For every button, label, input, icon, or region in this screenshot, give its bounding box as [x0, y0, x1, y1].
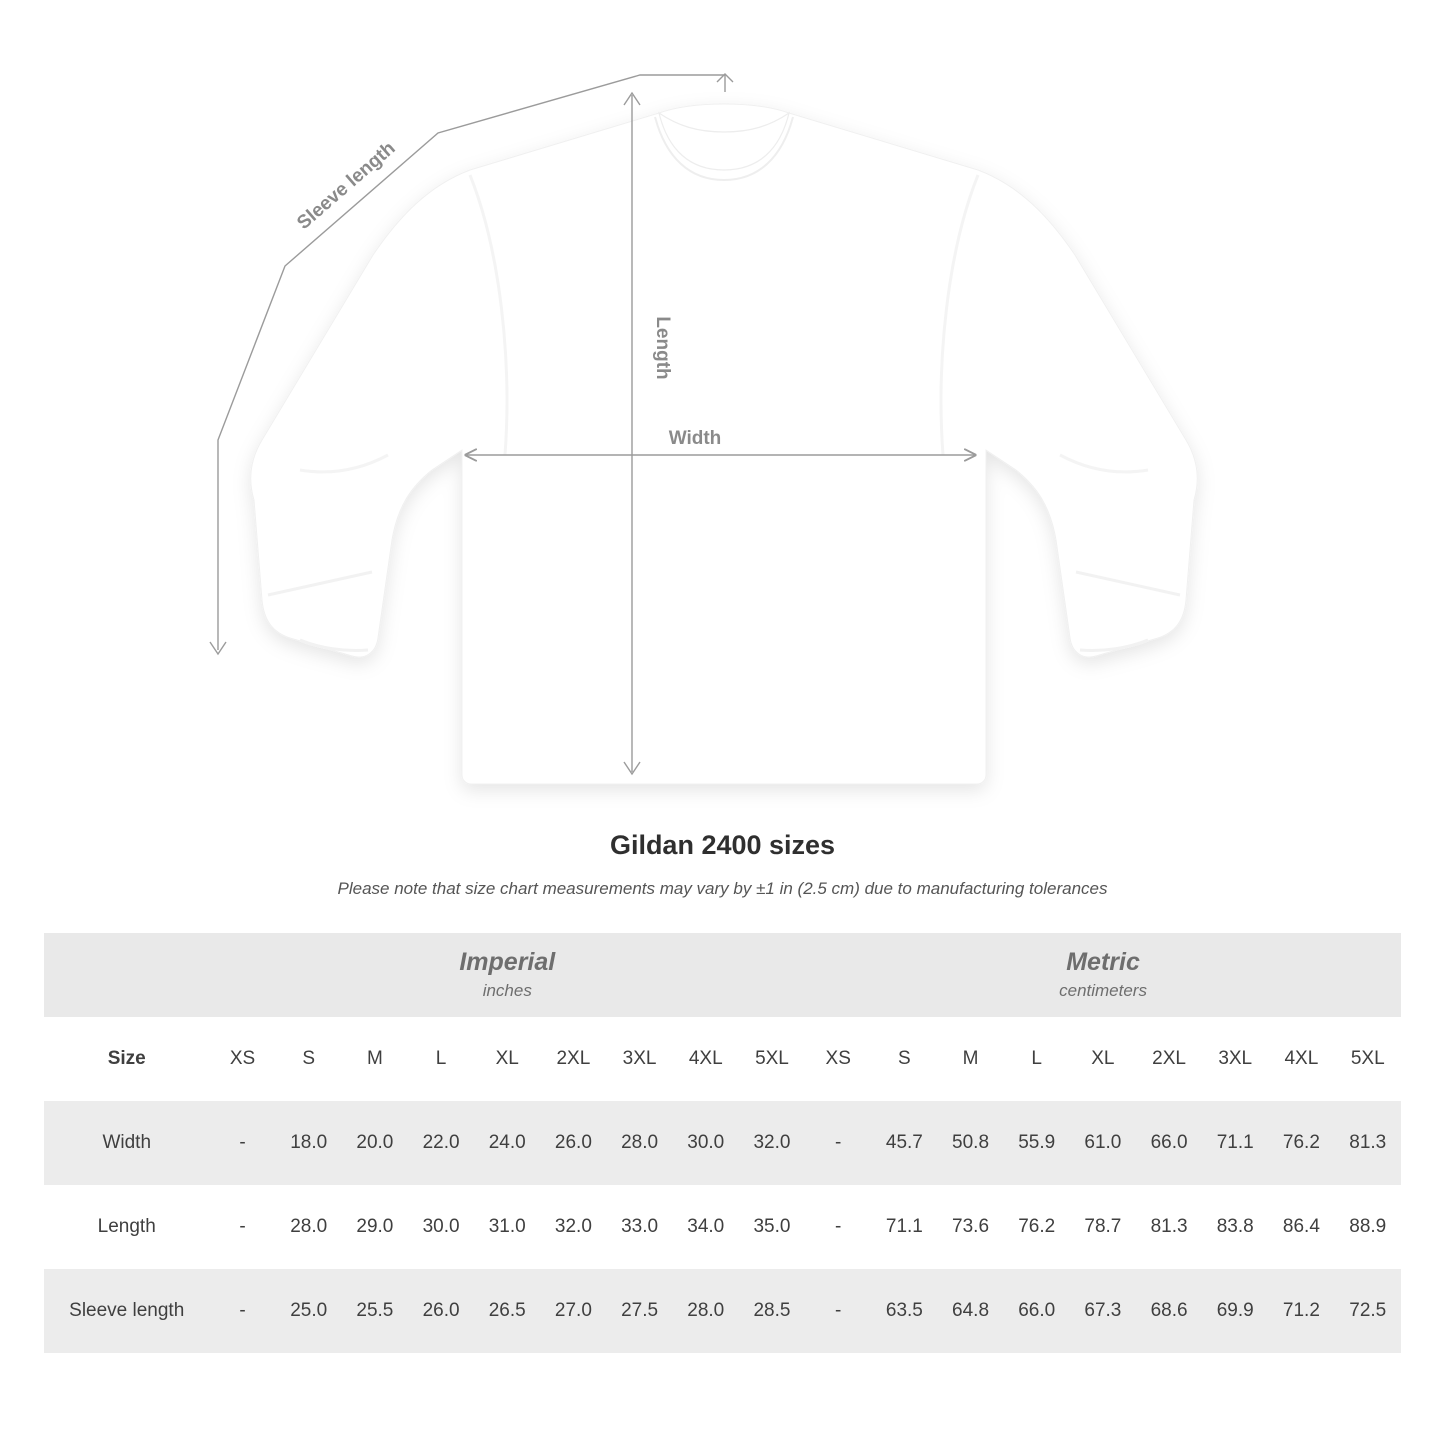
width-imperial-l: 22.0: [408, 1101, 474, 1185]
page-subtitle: Please note that size chart measurements may vary by ±1 in (2.5 cm) due to manufacturing tolerances: [337, 879, 1108, 898]
width-imperial-4xl: 30.0: [673, 1101, 739, 1185]
sleeve-metric-3xl: 69.9: [1202, 1269, 1268, 1353]
width-metric-2xl: 66.0: [1136, 1101, 1202, 1185]
width-metric-3xl: 71.1: [1202, 1101, 1268, 1185]
size-header-metric-xs: XS: [805, 1017, 871, 1101]
length-metric-l: 76.2: [1004, 1185, 1070, 1269]
length-imperial-xl: 31.0: [474, 1185, 540, 1269]
length-metric-xs: -: [805, 1185, 871, 1269]
length-metric-2xl: 81.3: [1136, 1185, 1202, 1269]
row-label-sleeve-length: Sleeve length: [44, 1269, 209, 1353]
length-imperial-s: 28.0: [276, 1185, 342, 1269]
width-metric-4xl: 76.2: [1268, 1101, 1334, 1185]
sleeve-metric-s: 63.5: [871, 1269, 937, 1353]
sleeve-imperial-3xl: 27.5: [606, 1269, 672, 1353]
width-imperial-s: 18.0: [276, 1101, 342, 1185]
sleeve-metric-5xl: 72.5: [1334, 1269, 1401, 1353]
size-header-label: Size: [44, 1017, 209, 1101]
width-imperial-xs: -: [209, 1101, 275, 1185]
unit-group-imperial: [209, 933, 805, 1017]
sleeve-imperial-2xl: 27.0: [540, 1269, 606, 1353]
size-header-imperial-2xl: 2XL: [540, 1017, 606, 1101]
sleeve-metric-2xl: 68.6: [1136, 1269, 1202, 1353]
size-header-metric-xl: XL: [1070, 1017, 1136, 1101]
table-row: [44, 1269, 1401, 1353]
sleeve-imperial-m: 25.5: [342, 1269, 408, 1353]
width-imperial-5xl: 32.0: [739, 1101, 805, 1185]
width-imperial-2xl: 26.0: [540, 1101, 606, 1185]
size-header-imperial-3xl: 3XL: [606, 1017, 672, 1101]
length-metric-s: 71.1: [871, 1185, 937, 1269]
sleeve-imperial-5xl: 28.5: [739, 1269, 805, 1353]
width-metric-xl: 61.0: [1070, 1101, 1136, 1185]
sleeve-metric-l: 66.0: [1004, 1269, 1070, 1353]
size-header-metric-2xl: 2XL: [1136, 1017, 1202, 1101]
unit-group-metric-name: Metric: [1066, 947, 1140, 976]
width-metric-xs: -: [805, 1101, 871, 1185]
unit-group-metric: [805, 933, 1401, 1017]
width-imperial-3xl: 28.0: [606, 1101, 672, 1185]
sleeve-metric-4xl: 71.2: [1268, 1269, 1334, 1353]
size-table-wrapper: [44, 933, 1401, 1353]
length-metric-m: 73.6: [937, 1185, 1003, 1269]
size-header-metric-m: M: [937, 1017, 1003, 1101]
width-metric-l: 55.9: [1004, 1101, 1070, 1185]
size-header-imperial-m: M: [342, 1017, 408, 1101]
sleeve-length-label: Sleeve length: [293, 137, 400, 234]
length-label: Length: [652, 316, 673, 380]
sleeve-imperial-xs: -: [209, 1269, 275, 1353]
length-metric-5xl: 88.9: [1334, 1185, 1401, 1269]
width-metric-m: 50.8: [937, 1101, 1003, 1185]
width-metric-5xl: 81.3: [1334, 1101, 1401, 1185]
shirt-shape: [251, 104, 1198, 784]
size-header-metric-l: L: [1004, 1017, 1070, 1101]
sleeve-imperial-4xl: 28.0: [673, 1269, 739, 1353]
unit-group-imperial-name: Imperial: [459, 947, 556, 976]
width-imperial-m: 20.0: [342, 1101, 408, 1185]
sleeve-imperial-l: 26.0: [408, 1269, 474, 1353]
sleeve-metric-m: 64.8: [937, 1269, 1003, 1353]
length-imperial-2xl: 32.0: [540, 1185, 606, 1269]
row-label-length: Length: [44, 1185, 209, 1269]
size-header-imperial-xl: XL: [474, 1017, 540, 1101]
size-header-metric-4xl: 4XL: [1268, 1017, 1334, 1101]
size-header-imperial-s: S: [276, 1017, 342, 1101]
length-metric-3xl: 83.8: [1202, 1185, 1268, 1269]
unit-header-spacer: [44, 933, 209, 1017]
sleeve-metric-xs: -: [805, 1269, 871, 1353]
length-imperial-l: 30.0: [408, 1185, 474, 1269]
length-metric-4xl: 86.4: [1268, 1185, 1334, 1269]
length-imperial-3xl: 33.0: [606, 1185, 672, 1269]
length-imperial-5xl: 35.0: [739, 1185, 805, 1269]
size-header-imperial-xs: XS: [209, 1017, 275, 1101]
table-row: [44, 1101, 1401, 1185]
size-header-row: [44, 1017, 1401, 1101]
page-title: Gildan 2400 sizes: [609, 830, 836, 860]
width-imperial-xl: 24.0: [474, 1101, 540, 1185]
width-label: Width: [668, 428, 722, 449]
unit-group-metric-sub: centimeters: [1059, 980, 1147, 1000]
size-header-imperial-5xl: 5XL: [739, 1017, 805, 1101]
row-label-width: Width: [44, 1101, 209, 1185]
size-header-imperial-4xl: 4XL: [673, 1017, 739, 1101]
sleeve-imperial-xl: 26.5: [474, 1269, 540, 1353]
size-header-metric-5xl: 5XL: [1334, 1017, 1401, 1101]
size-table: [44, 933, 1401, 1353]
size-header-metric-3xl: 3XL: [1202, 1017, 1268, 1101]
length-imperial-4xl: 34.0: [673, 1185, 739, 1269]
length-metric-xl: 78.7: [1070, 1185, 1136, 1269]
length-imperial-m: 29.0: [342, 1185, 408, 1269]
size-header-metric-s: S: [871, 1017, 937, 1101]
width-metric-s: 45.7: [871, 1101, 937, 1185]
length-imperial-xs: -: [209, 1185, 275, 1269]
size-header-imperial-l: L: [408, 1017, 474, 1101]
unit-header-row: [44, 933, 1401, 1017]
sleeve-imperial-s: 25.0: [276, 1269, 342, 1353]
sleeve-metric-xl: 67.3: [1070, 1269, 1136, 1353]
table-row: [44, 1185, 1401, 1269]
unit-group-imperial-sub: inches: [482, 980, 532, 1000]
